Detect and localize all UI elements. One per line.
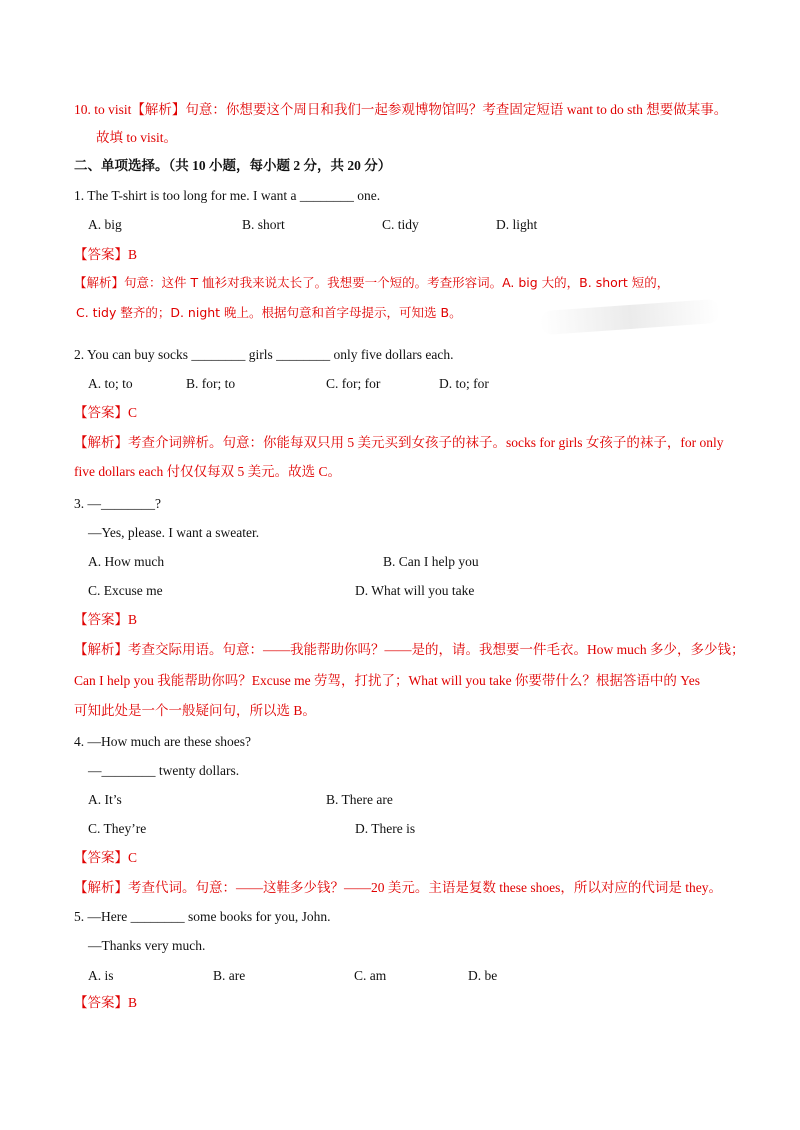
q4-stem: 4. —How much are these shoes? (74, 734, 251, 749)
q1-option-c: C. tidy (382, 217, 419, 232)
q1-option-d: D. light (496, 217, 538, 232)
q10-analysis-line2: 故填 to visit。 (96, 130, 178, 145)
q3-option-c: C. Excuse me (88, 583, 163, 598)
q1-analysis-line1: 【解析】句意：这件 T 恤衫对我来说太长了。我想要一个短的。考查形容词。A. big 大的，B. short 短的， (74, 275, 670, 290)
q3-stem: 3. —________? (74, 496, 161, 511)
faded-watermark (539, 299, 720, 335)
q3-option-d: D. What will you take (355, 583, 475, 598)
q4-option-d: D. There is (355, 821, 416, 836)
q2-answer: 【答案】C (74, 405, 138, 420)
q2-analysis-line2: five dollars each 付仅仅每双 5 美元。故选 C。 (74, 464, 341, 479)
q3-option-a: A. How much (88, 554, 165, 569)
q5-option-c: C. am (354, 968, 387, 983)
q4-option-c: C. They’re (88, 821, 147, 836)
q5-option-d: D. be (468, 968, 498, 983)
q5-option-b: B. are (213, 968, 246, 983)
q2-stem: 2. You can buy socks ________ girls ________ only five dollars each. (74, 347, 454, 362)
q5-reply: —Thanks very much. (88, 938, 206, 953)
q1-option-b: B. short (242, 217, 285, 232)
q1-stem: 1. The T-shirt is too long for me. I want a ________ one. (74, 188, 381, 203)
q2-option-b: B. for; to (186, 376, 236, 391)
q3-reply: —Yes, please. I want a sweater. (88, 525, 260, 540)
q2-option-c: C. for; for (326, 376, 381, 391)
q1-analysis-line2: C. tidy 整齐的；D. night 晚上。根据句意和首字母提示，可知选 B。 (76, 305, 462, 320)
q1-option-a: A. big (88, 217, 122, 232)
q3-analysis-line2: Can I help you 我能帮助你吗？Excuse me 劳驾，打扰了；What will you take 你要带什么？根据答语中的 Yes (74, 673, 700, 688)
section-title: 二、单项选择。（共 10 小题，每小题 2 分，共 20 分） (74, 158, 392, 173)
q4-option-a: A. It’s (88, 792, 122, 807)
q4-answer: 【答案】C (74, 850, 138, 865)
q4-reply: —________ twenty dollars. (88, 763, 240, 778)
q2-option-d: D. to; for (439, 376, 489, 391)
q2-analysis-line1: 【解析】考查介词辨析。句意：你能每双只用 5 美元买到女孩子的袜子。socks for girls 女孩子的袜子，for only (74, 435, 724, 450)
q3-analysis-line1: 【解析】考查交际用语。句意：——我能帮助你吗？——是的，请。我想要一件毛衣。How much 多少，多少钱； (74, 642, 745, 657)
q3-answer: 【答案】B (74, 612, 138, 627)
q5-stem: 5. —Here ________ some books for you, John. (74, 909, 331, 924)
q5-answer: 【答案】B (74, 995, 138, 1010)
q4-analysis-line1: 【解析】考查代词。句意：——这鞋多少钱？——20 美元。主语是复数 these shoes，所以对应的代词是 they。 (74, 880, 722, 895)
q3-option-b: B. Can I help you (383, 554, 479, 569)
q10-analysis-line1: 10. to visit【解析】句意：你想要这个周日和我们一起参观博物馆吗？考查固定短语 want to do sth 想要做某事。 (74, 102, 728, 117)
q1-answer: 【答案】B (74, 247, 138, 262)
q4-option-b: B. There are (326, 792, 393, 807)
q3-analysis-line3: 可知此处是一个一般疑问句，所以选 B。 (74, 703, 316, 718)
q2-option-a: A. to; to (88, 376, 133, 391)
q5-option-a: A. is (88, 968, 114, 983)
